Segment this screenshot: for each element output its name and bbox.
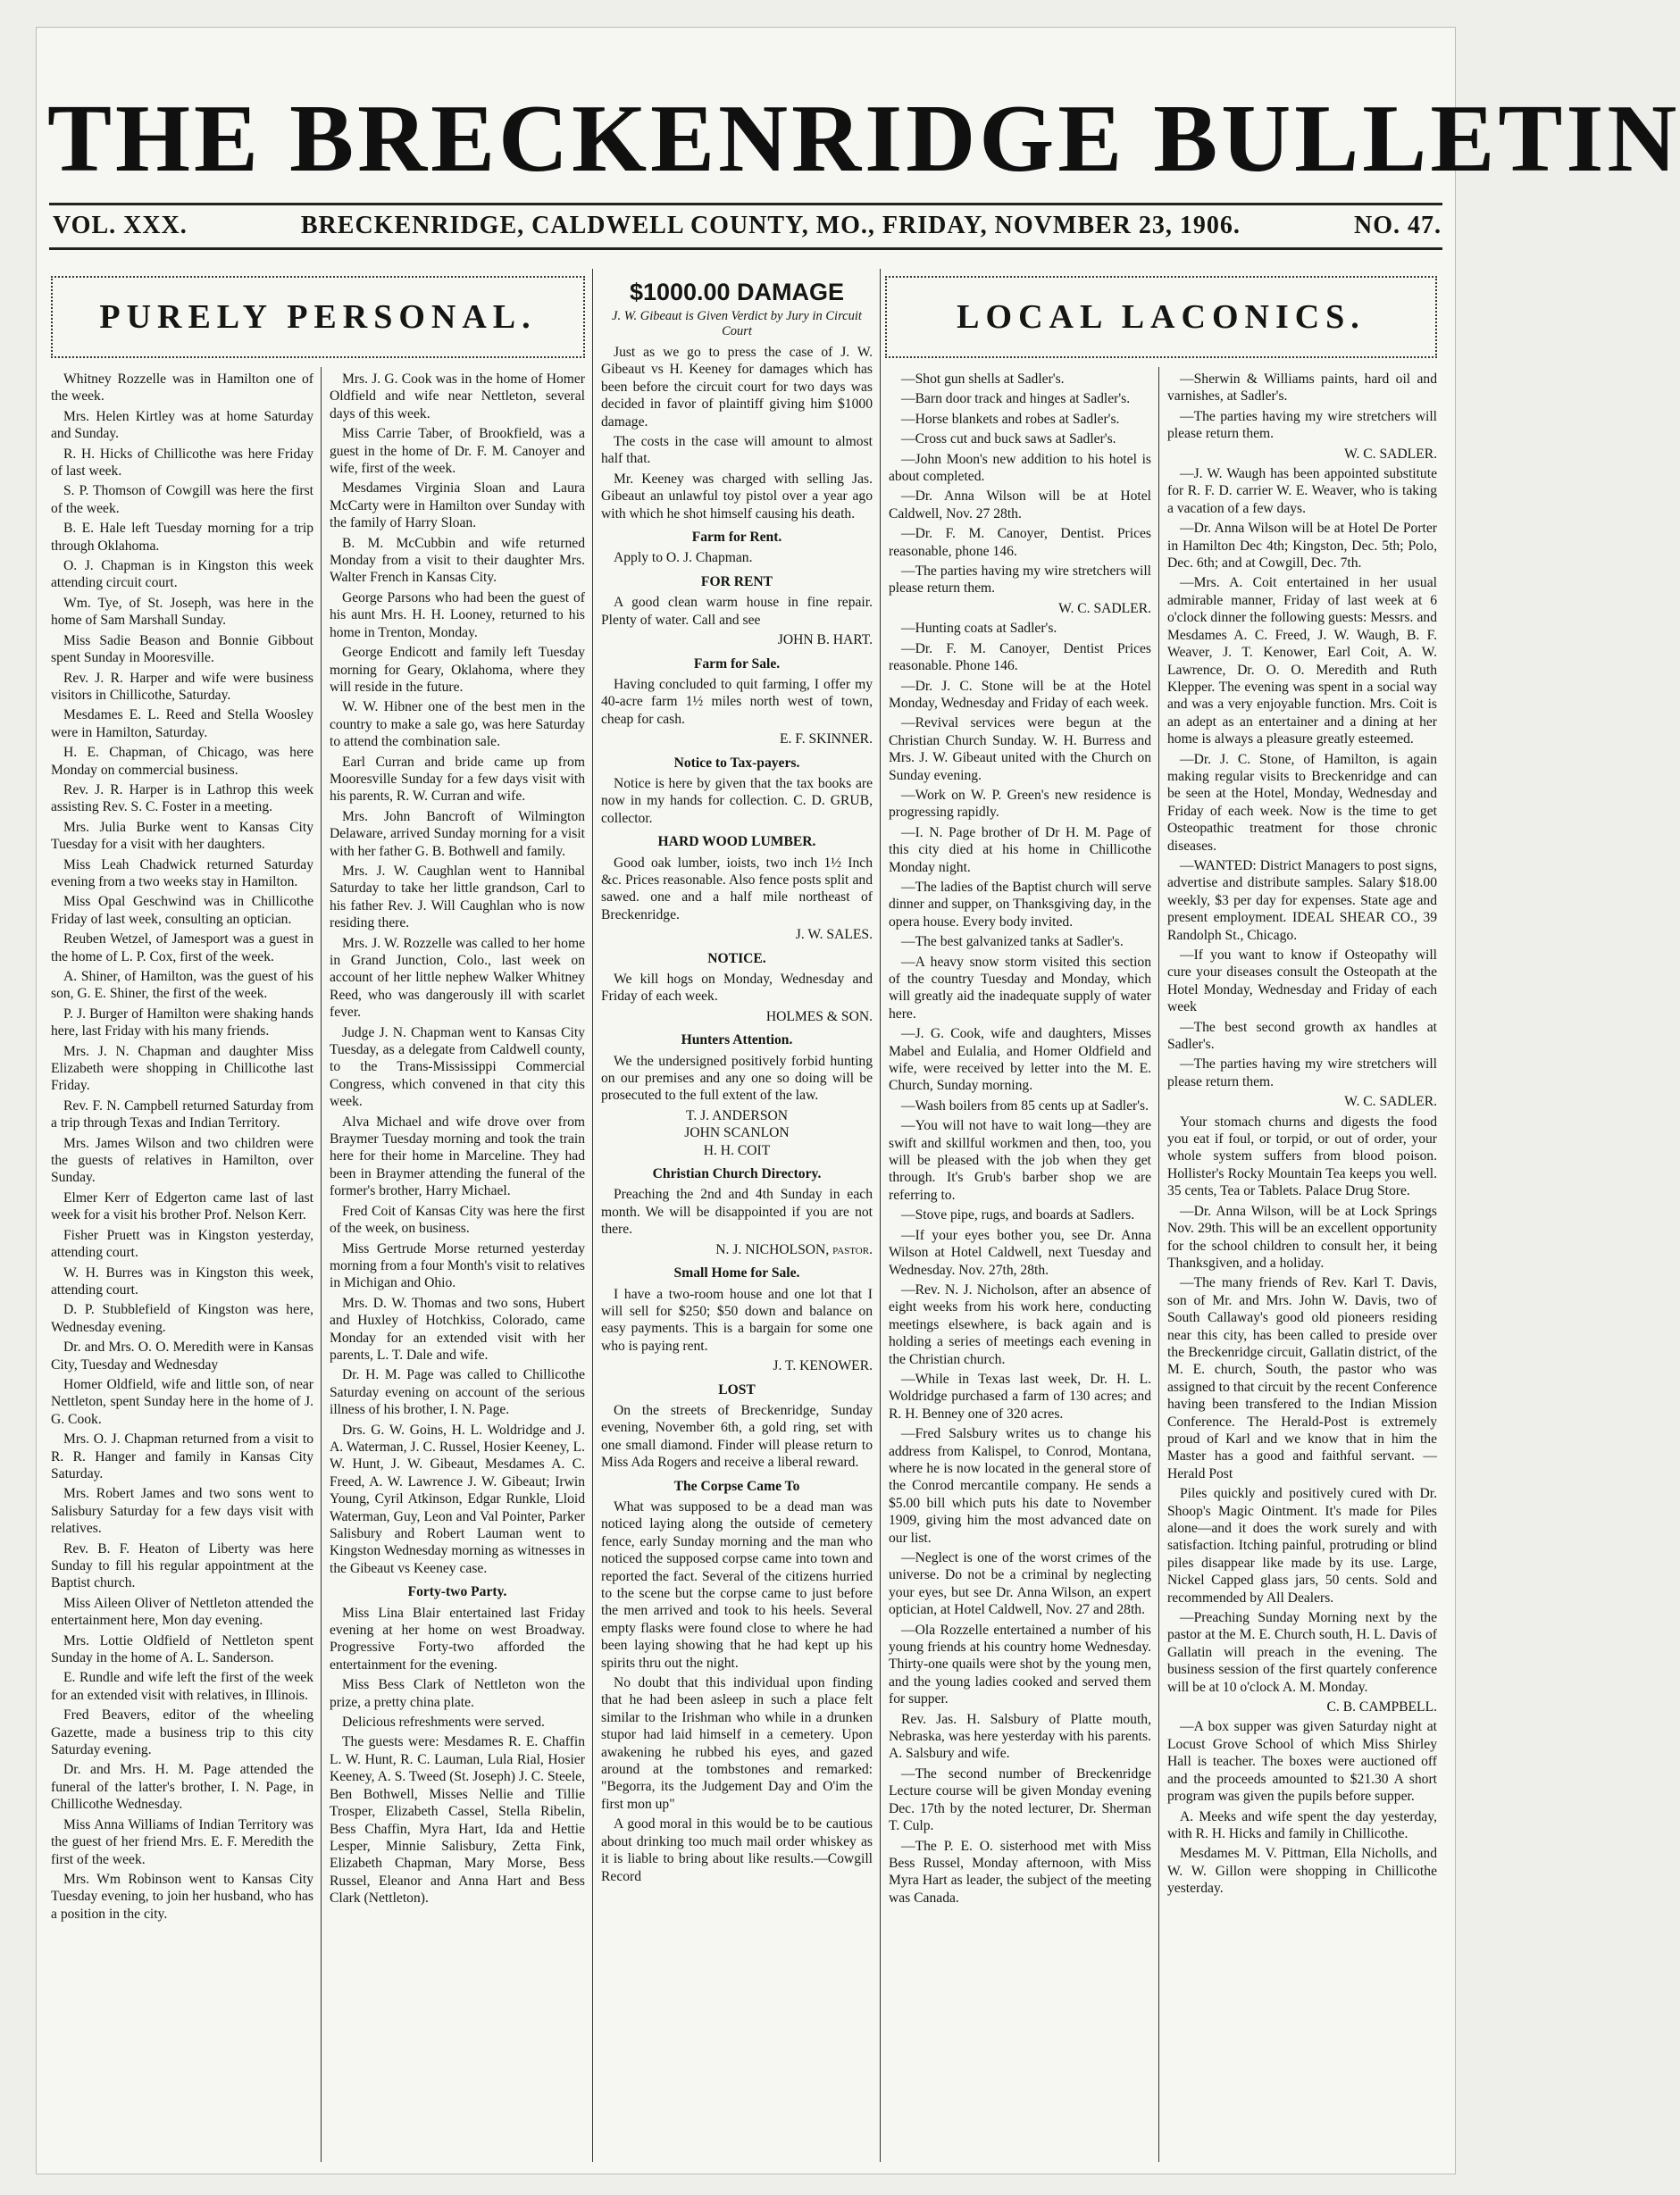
- personal-item: B. E. Hale left Tuesday morning for a trip through Oklahoma.: [51, 521, 313, 554]
- damage-article-header: [601, 278, 873, 339]
- personal-item: Miss Aileen Oliver of Nettleton attended the entertainment here, Mon day evening.: [51, 1595, 313, 1629]
- church-directory-signature: N. J. NICHOLSON, pastor.: [715, 1241, 873, 1257]
- party-paragraph: Miss Bess Clark of Nettleton won the prize, a pretty china plate.: [330, 1677, 585, 1710]
- dateline: [53, 210, 1442, 242]
- laconic-item: —Dr. J. C. Stone, of Hamilton, is again making regular visits to Breckenridge and can be seen at the Hotel, Monday, Wednesday and Friday of each week. Now is the time to get Osteopathic treatment for those chronic diseases.: [1167, 751, 1437, 854]
- personal-item: D. P. Stubblefield of Kingston was here, Wednesday evening.: [51, 1302, 313, 1335]
- laconic-item: —Fred Salsbury writes us to change his address from Kalispel, to Conrod, Montana, where he is now located in the general store of the Conrod mercantile company. He sends a $5.00 bill which puts his date to November 1909, giving him the most advanced date on our list.: [889, 1426, 1151, 1546]
- laconic-item: —Revival services were begun at the Christian Church Sunday. W. H. Burress and Mrs. J. W. Gibeaut united with the Church on Sunday evening.: [889, 715, 1151, 783]
- personal-items-continued: [330, 371, 585, 1577]
- column-4: [889, 371, 1151, 2157]
- tax-notice-heading: Notice to Tax-payers.: [673, 755, 800, 771]
- laconic-item: —Sherwin & Williams paints, hard oil and varnishes, at Sadler's.: [1167, 371, 1437, 405]
- column-rule: [592, 269, 593, 2162]
- laconics-items-continued: [1167, 371, 1437, 1898]
- laconic-item: —While in Texas last week, Dr. H. L. Woldridge purchased a farm of 130 acres; and R. H. Benney one of 320 acres.: [889, 1371, 1151, 1422]
- column-1: [51, 371, 313, 2157]
- personal-item: Miss Gertrude Morse returned yesterday morning from a four Month's visit to relatives in Michigan and Ohio.: [330, 1240, 585, 1291]
- personal-items-list: [51, 371, 313, 1923]
- personal-item: Mrs. J. G. Cook was in the home of Homer Oldfield and wife near Nettleton, several days of this week.: [330, 371, 585, 421]
- personal-item: S. P. Thomson of Cowgill was here the first of the week.: [51, 483, 313, 516]
- laconic-item: —You will not have to wait long—they are swift and skillful workmen and then, too, you will be pleased with the job when they get through. It's Grub's barber shop we are referring to.: [889, 1118, 1151, 1203]
- party-paragraph: Delicious refreshments were served.: [342, 1715, 545, 1731]
- lost-text: On the streets of Breckenridge, Sunday evening, November 6th, a gold ring, set with one small diamond. Finder will please return to Miss Ada Rogers and receive a liberal reward.: [601, 1402, 873, 1471]
- farm-sale-heading: Farm for Sale.: [693, 655, 781, 672]
- laconic-item: —A heavy snow storm visited this section of the country Tuesday and Monday, which will greatly aid the inadequate supply of water here.: [889, 954, 1151, 1022]
- personal-item: W. H. Burres was in Kingston this week, attending court.: [51, 1264, 313, 1298]
- laconic-item: —Dr. Anna Wilson will be at Hotel De Porter in Hamilton Dec 4th; Kingston, Dec. 5th; Polo, Dec. 6th; and at Cowgill, Dec. 7th.: [1167, 521, 1437, 572]
- laconic-item: —Barn door track and hinges at Sadler's.: [901, 391, 1131, 407]
- personal-item: Fred Beavers, editor of the wheeling Gazette, made a business trip to this city Saturday evening.: [51, 1707, 313, 1758]
- personal-item: Drs. G. W. Goins, H. L. Woldridge and J. A. Waterman, J. C. Russel, Hosier Keeney, L. W. Hunt, J. W. Gibeaut, Mesdames A. C. Freed, A. W. Lawrence J. W. Gibeaut; Irwin Young, Cyril Atkinson, Edgar Runkle, Lloid Waterman, Guy, Leon and Val Pointer, Parker Salisbury and Robert Lauman went to Kingston Wednesday morning as witnesses in the Gibeaut vs Keeney case.: [330, 1422, 585, 1576]
- laconic-item: W. C. SADLER.: [1344, 1094, 1437, 1110]
- farm-sale-text: Having concluded to quit farming, I offer my 40-acre farm 1½ miles north west of town, cheap for cash.: [601, 676, 873, 727]
- laconic-item: —Dr. Anna Wilson will be at Hotel Caldwell, Nov. 27 28th.: [889, 488, 1151, 522]
- personal-item: E. Rundle and wife left the first of the week for an extended visit with relatives, in Illinois.: [51, 1670, 313, 1703]
- damage-subhead: J. W. Gibeaut is Given Verdict by Jury in Circuit Court: [612, 309, 862, 338]
- personal-item: Dr. and Mrs. H. M. Page attended the funeral of the latter's brother, I. N. Page, in Chillicothe Wednesday.: [51, 1762, 313, 1813]
- place-date: BRECKENRIDGE, CALDWELL COUNTY, MO., FRIDAY, NOVMBER 23, 1906.: [300, 212, 1241, 239]
- personal-item: Alva Michael and wife drove over from Braymer Tuesday morning and took the train here for their home in Marceline. They had been in Braymer attending the funeral of the former's brother, Harry Michael.: [330, 1114, 585, 1199]
- laconic-item: Mesdames M. V. Pittman, Ella Nicholls, and W. W. Gillon were shopping in Chillicothe yesterday.: [1167, 1846, 1437, 1897]
- lumber-text: Good oak lumber, ioists, two inch 1½ Inch &c. Prices reasonable. Also fence posts split and sawed. one and a half mile northeast of Breckenridge.: [601, 855, 873, 922]
- personal-item: Mrs. J. W. Caughlan went to Hannibal Saturday to take her little grandson, Carl to his father Rev. J. Will Caughlan who is now residing there.: [330, 863, 585, 931]
- corpse-heading: The Corpse Came To: [673, 1478, 800, 1494]
- personal-item: Earl Curran and bride came up from Mooresville Sunday for a few days visit with his parents, R. W. Curran and wife.: [330, 754, 585, 805]
- laconic-item: —A box supper was given Saturday night at Locust Grove School of which Miss Shirley Hall is teacher. The boxes were auctioned off and the proceeds amounted to $21.30 A short program was given the pupils before supper.: [1167, 1719, 1437, 1805]
- personal-item: Mrs. Julia Burke went to Kansas City Tuesday for a visit with her daughters.: [51, 819, 313, 853]
- personal-item: Miss Leah Chadwick returned Saturday evening from a two weeks stay in Hamilton.: [51, 856, 313, 889]
- small-home-text: I have a two-room house and one lot that I will sell for $250; $50 down and balance on easy payments. This is a bargain for some one who is paying rent.: [601, 1286, 873, 1354]
- corpse-paragraph: A good moral in this would be to be cautious about drinking too much mail order whiskey as it is liable to bring about like results.—Cowgill Record: [601, 1816, 873, 1884]
- personal-item: Mrs. J. N. Chapman and daughter Miss Elizabeth were shopping in Chillicothe last Friday.: [51, 1043, 313, 1094]
- personal-item: Mrs. Wm Robinson went to Kansas City Tuesday evening, to join her husband, who has a position in the city.: [51, 1871, 313, 1922]
- personal-item: Mrs. O. J. Chapman returned from a visit to R. R. Hanger and family in Kansas City Saturday.: [51, 1431, 313, 1481]
- laconic-item: Your stomach churns and digests the food you eat if foul, or torpid, or out of order, your whole system suffers from blood poison. Hollister's Rocky Mountain Tea keeps you well. 35 cents, Tea or Tablets. Palace Drug Store.: [1167, 1114, 1437, 1199]
- lost-heading: LOST: [718, 1381, 756, 1398]
- personal-item: Mrs. Robert James and two sons went to Salisbury Saturday for a few days visit with relatives.: [51, 1486, 313, 1537]
- laconic-item: —The parties having my wire stretchers will please return them.: [1167, 1056, 1437, 1089]
- personal-item: Rev. B. F. Heaton of Liberty was here Sunday to fill his regular appointment at the Baptist church.: [51, 1540, 313, 1591]
- personal-item: W. W. Hibner one of the best men in the country to make a sale go, was here Saturday to attend the combination sale.: [330, 699, 585, 750]
- corpse-paragraph: What was supposed to be a dead man was noticed laying along the outside of cemetery fence, early Sunday morning and the man who noticed the supposed corpse came into town and reported the fact. Several of the citizens hurried to the scene but the corpse came to just before the men arrived and took to his heels. Several empty flasks were found close to where he had been laying showing that he had kept up his spirits thru out the night.: [601, 1498, 873, 1671]
- personal-item: Reuben Wetzel, of Jamesport was a guest in the home of L. P. Cox, first of the week.: [51, 931, 313, 964]
- laconic-item: —The P. E. O. sisterhood met with Miss Bess Russel, Monday afternoon, with Miss Myra Hart as leader, the subject of the meeting was Canada.: [889, 1838, 1151, 1906]
- column-rule: [321, 367, 322, 2162]
- personal-item: Mrs. John Bancroft of Wilmington Delaware, arrived Sunday morning for a visit with her father G. B. Bothwell and family.: [330, 808, 585, 859]
- farm-rent-text: Apply to O. J. Chapman.: [614, 550, 753, 566]
- personal-item: Dr. and Mrs. O. O. Meredith were in Kansas City, Tuesday and Wednesday: [51, 1340, 313, 1373]
- personal-item: Miss Sadie Beason and Bonnie Gibbout spent Sunday in Mooresville.: [51, 632, 313, 666]
- personal-item: Mrs. D. W. Thomas and two sons, Hubert and Huxley of Hotchkiss, Colorado, came Monday for an extended visit with her parents, L. T. Dale and wife.: [330, 1295, 585, 1363]
- corpse-article-body: [601, 1498, 873, 1885]
- hunters-heading: Hunters Attention.: [681, 1032, 793, 1048]
- corpse-paragraph: No doubt that this individual upon finding that he had been asleep in such a place felt similar to the Irishman who while in a drunken stupor had laid himself in a cemetery. Upon awakening he rubbed his eyes, and gazed around at the tombstones and remarked: "Begorra, its the Judgement Day and O'im the first mon up": [601, 1675, 873, 1812]
- masthead-rule-bottom: [49, 247, 1442, 250]
- personal-item: Rev. F. N. Campbell returned Saturday from a trip through Texas and Indian Territory.: [51, 1098, 313, 1131]
- personal-item: A. Shiner, of Hamilton, was the guest of his son, G. E. Shiner, the first of the week.: [51, 969, 313, 1002]
- hunters-signatures: [601, 1107, 873, 1159]
- personal-item: H. E. Chapman, of Chicago, was here Monday on commercial business.: [51, 745, 313, 778]
- forty-two-party-heading: Forty-two Party.: [407, 1584, 507, 1600]
- church-directory-heading: Christian Church Directory.: [652, 1166, 822, 1182]
- laconic-item: —If you want to know if Osteopathy will cure your diseases consult the Osteopath at the Hotel Monday, Wednesday and Friday of each week: [1167, 947, 1437, 1015]
- laconic-item: —Wash boilers from 85 cents up at Sadler's.: [901, 1098, 1149, 1114]
- laconic-item: —I. N. Page brother of Dr H. M. Page of this city died at his home in Chillicothe Monday night.: [889, 824, 1151, 875]
- newspaper-page: [36, 27, 1680, 2174]
- small-home-heading: Small Home for Sale.: [673, 1265, 800, 1281]
- personal-item: Homer Oldfield, wife and little son, of near Nettleton, spent Sunday here in the home of J. G. Cook.: [51, 1376, 313, 1427]
- hunter-signature: H. H. COIT: [703, 1142, 771, 1158]
- damage-paragraph: Mr. Keeney was charged with selling Jas. Gibeaut an unlawful toy pistol over a year ago with which he shot himself causing his death.: [601, 471, 873, 522]
- local-laconics-heading: LOCAL LACONICS.: [885, 276, 1437, 358]
- damage-paragraph: Just as we go to press the case of J. W. Gibeaut vs H. Keeney for damages which has been before the circuit court for two days was decided in favor of plaintiff giving him $1000 damage.: [601, 345, 873, 430]
- laconic-item: —Stove pipe, rugs, and boards at Sadlers.: [901, 1207, 1135, 1223]
- laconic-item: —Dr. F. M. Canoyer, Dentist. Prices reasonable, phone 146.: [889, 526, 1151, 559]
- damage-headline: $1000.00 DAMAGE: [629, 279, 845, 305]
- laconic-item: —WANTED: District Managers to post signs, advertise and distribute samples. Salary $18.00 weekly, $3 per day for expenses. State age and present employment. IDEAL SHEAR CO., 39 Randolph St., Chicago.: [1167, 857, 1437, 943]
- laconic-item: —Hunting coats at Sadler's.: [901, 621, 1057, 637]
- laconic-item: —Cross cut and buck saws at Sadler's.: [901, 431, 1116, 447]
- small-home-signature: J. T. KENOWER.: [773, 1358, 873, 1374]
- laconic-item: —The parties having my wire stretchers will please return them.: [889, 563, 1151, 597]
- personal-item: Wm. Tye, of St. Joseph, was here in the home of Sam Marshall Sunday.: [51, 595, 313, 629]
- notice-signature: HOLMES & SON.: [765, 1008, 873, 1024]
- for-rent-text: A good clean warm house in fine repair. Plenty of water. Call and see: [601, 595, 873, 628]
- laconic-item: —If your eyes bother you, see Dr. Anna Wilson at Hotel Caldwell, next Tuesday and Wednesday. Nov. 27th, 28th.: [889, 1227, 1151, 1278]
- masthead-title: THE BRECKENRIDGE BULLETIN: [47, 86, 1680, 192]
- notice-text: We kill hogs on Monday, Wednesday and Friday of each week.: [601, 972, 873, 1005]
- column-2: [330, 371, 585, 2157]
- personal-item: Miss Anna Williams of Indian Territory was the guest of her friend Mrs. E. F. Meredith the first of the week.: [51, 1816, 313, 1867]
- party-paragraph: The guests were: Mesdames R. E. Chaffin L. W. Hunt, R. C. Lauman, Lula Rial, Hosier Keeney, A. S. Tweed (St. Joseph) J. C. Steele, Ben Bothwell, Misses Nellie and Tillie Trosper, Elizabeth Cassel, Stella Ribelin, Bess Chaffin, Myra Hart, Ida and Hettie Lesper, Minnie Salisbury, Zetta Fink, Elizabeth Chapman, Mary Morse, Bess Russel, Eleanor and Anna Hart and Bess Clark (Nettleton).: [330, 1734, 585, 1907]
- column-rule: [1158, 367, 1159, 2162]
- farm-rent-heading: Farm for Rent.: [691, 530, 782, 546]
- issue-number: NO. 47.: [1354, 212, 1442, 239]
- hunters-text: We the undersigned positively forbid hunting on our premises and any one so doing will be prosecuted to the full extent of the law.: [601, 1053, 873, 1104]
- personal-item: Whitney Rozzelle was in Hamilton one of the week.: [51, 371, 313, 405]
- lumber-heading: HARD WOOD LUMBER.: [657, 834, 816, 850]
- personal-item: George Endicott and family left Tuesday morning for Geary, Oklahoma, where they will reside in the future.: [330, 645, 585, 695]
- column-3: [601, 278, 873, 2157]
- personal-item: Miss Carrie Taber, of Brookfield, was a guest in the home of Dr. F. M. Canoyer and wife, first of the week.: [330, 426, 585, 477]
- personal-item: Mrs. Lottie Oldfield of Nettleton spent Sunday in the home of A. L. Sanderson.: [51, 1632, 313, 1666]
- personal-item: Fisher Pruett was in Kingston yesterday, attending court.: [51, 1227, 313, 1261]
- laconic-item: C. B. CAMPBELL.: [1326, 1699, 1437, 1715]
- personal-item: Fred Coit of Kansas City was here the first of the week, on business.: [330, 1203, 585, 1237]
- laconic-item: —Shot gun shells at Sadler's.: [901, 371, 1065, 387]
- damage-paragraph: The costs in the case will amount to almost half that.: [601, 434, 873, 467]
- personal-item: Rev. J. R. Harper is in Lathrop this week assisting Rev. S. C. Foster in a meeting.: [51, 781, 313, 815]
- damage-article-body: [601, 344, 873, 522]
- volume-label: VOL. XXX.: [53, 212, 188, 239]
- laconic-item: —John Moon's new addition to his hotel is about completed.: [889, 451, 1151, 485]
- laconic-item: —Work on W. P. Green's new residence is progressing rapidly.: [889, 787, 1151, 821]
- laconic-item: —Dr. J. C. Stone will be at the Hotel Monday, Wednesday and Friday of each week.: [889, 678, 1151, 711]
- laconic-item: —Ola Rozzelle entertained a number of his young friends at his country home Wednesday. Thirty-one quails were shot by the young men, and the young ladies cooked and served them for supper.: [889, 1622, 1151, 1707]
- for-rent-heading: FOR RENT: [700, 573, 773, 589]
- party-paragraph: Miss Lina Blair entertained last Friday evening at her home on west Broadway. Progressive Forty-two afforded the entertainment for the evening.: [330, 1605, 585, 1673]
- laconic-item: —The many friends of Rev. Karl T. Davis, son of Mr. and Mrs. John W. Davis, two of South Callaway's good old pioneers residing near this city, has been called to preside over the Breckenridge circuit, Gallatin district, of the M. E. church, South, the pastor who was assigned to that circuit by the recent Conference having been transfered to the Indian Mission Conference. The Herald-Post is extremely proud of Karl and we know that in him the Master has a good and faithful servant. —Herald Post: [1167, 1275, 1437, 1481]
- laconic-item: W. C. SADLER.: [1344, 446, 1437, 462]
- personal-item: George Parsons who had been the guest of his aunt Mrs. H. H. Looney, returned to his home in Trenton, Monday.: [330, 589, 585, 640]
- personal-item: R. H. Hicks of Chillicothe was here Friday of last week.: [51, 446, 313, 480]
- personal-item: Mesdames Virginia Sloan and Laura McCarty were in Hamilton over Sunday with the family of Harry Sloan.: [330, 480, 585, 531]
- hunter-signature: JOHN SCANLON: [684, 1125, 790, 1141]
- laconic-item: A. Meeks and wife spent the day yesterday, with R. H. Hicks and family in Chillicothe.: [1167, 1808, 1437, 1841]
- laconic-item: Rev. Jas. H. Salsbury of Platte mouth, Nebraska, was here yesterday with his parents. A. Salsbury and wife.: [889, 1711, 1151, 1762]
- laconic-item: —Horse blankets and robes at Sadler's.: [901, 411, 1120, 427]
- column-rule: [880, 269, 881, 2162]
- column-5: [1167, 371, 1437, 2157]
- laconic-item: —Preaching Sunday Morning next by the pastor at the M. E. Church south, H. L. Davis of Gallatin will preach in the evening. The business session of the first quartely conference will be at 10 o'clock A. M. Monday.: [1167, 1610, 1437, 1695]
- laconic-item: —The parties having my wire stretchers will please return them.: [1167, 408, 1437, 442]
- lumber-signature: J. W. SALES.: [795, 927, 873, 943]
- masthead-rule-top: [49, 203, 1442, 205]
- laconic-item: —The second number of Breckenridge Lecture course will be given Monday evening Dec. 17th by the noted lecturer, Dr. Sherman T. Culp.: [889, 1765, 1151, 1834]
- personal-item: Mrs. J. W. Rozzelle was called to her home in Grand Junction, Colo., last week on account of her little nephew Walker Whitney Reed, who was dangerously ill with scarlet fever.: [330, 935, 585, 1021]
- laconic-item: —The best second growth ax handles at Sadler's.: [1167, 1019, 1437, 1053]
- laconic-item: —The ladies of the Baptist church will serve dinner and supper, on Thanksgiving day, in the opera house. Every body invited.: [889, 879, 1151, 930]
- purely-personal-heading: PURELY PERSONAL.: [51, 276, 585, 358]
- laconic-item: —Rev. N. J. Nicholson, after an absence of eight weeks from his work here, conducting meetings elsewhere, is back again and is holding a series of meetings each evening in the Christian church.: [889, 1281, 1151, 1367]
- personal-item: B. M. McCubbin and wife returned Monday from a visit to their daughter Mrs. Walter French in Kansas City.: [330, 535, 585, 586]
- laconics-items-list: [889, 371, 1151, 1907]
- personal-item: Mesdames E. L. Reed and Stella Woosley were in Hamilton, Saturday.: [51, 707, 313, 740]
- laconic-item: W. C. SADLER.: [1058, 600, 1151, 616]
- personal-item: Judge J. N. Chapman went to Kansas City Tuesday, as a delegate from Caldwell county, to the Trans-Mississippi Commercial Congress, which convened in that city this week.: [330, 1024, 585, 1110]
- personal-item: Miss Opal Geschwind was in Chillicothe Friday of last week, consulting an optician.: [51, 894, 313, 927]
- personal-item: Mrs. James Wilson and two children were the guests of relatives in Hamilton, over Sunday.: [51, 1135, 313, 1186]
- forty-two-party-article: [330, 1605, 585, 1907]
- church-directory-text: Preaching the 2nd and 4th Sunday in each month. We will be disappointed if you are not there.: [601, 1187, 873, 1238]
- notice-heading: NOTICE.: [707, 950, 766, 966]
- laconic-item: —Mrs. A. Coit entertained in her usual admirable manner, Friday of last week at 6 o'clock dinner the following guests: Messrs. and Mesdames A. C. Freed, J. W. Waugh, B. F. Weaver, J. T. Kenower, Earl Coit, A. W. Lawrence, Dr. O. O. Meredith and Ruth Klepper. The evening was spent in a social way and was a very enjoyable function. Mrs. Coit is an adept as an entertainer and a dining at her home is always a pleasure greatly esteemed.: [1167, 575, 1437, 747]
- farm-sale-signature: E. F. SKINNER.: [779, 731, 873, 747]
- tax-notice-text: Notice is here by given that the tax books are now in my hands for collection. C. D. GRUB, collector.: [601, 775, 873, 826]
- laconic-item: Piles quickly and positively cured with Dr. Shoop's Magic Ointment. It's made for Piles alone—and it does the work surely and with satisfaction. Itching painful, protruding or blind piles disappear like made by its use. Large, Nickel Capped glass jars, 50 cents. Sold and recommended by All Dealers.: [1167, 1486, 1437, 1606]
- personal-item: Mrs. Helen Kirtley was at home Saturday and Sunday.: [51, 408, 313, 442]
- for-rent-signature: JOHN B. HART.: [777, 632, 873, 648]
- personal-item: Rev. J. R. Harper and wife were business visitors in Chillicothe, Saturday.: [51, 670, 313, 703]
- personal-item: Dr. H. M. Page was called to Chillicothe Saturday evening on account of the serious illness of his brother, I. N. Page.: [330, 1367, 585, 1418]
- hunter-signature: T. J. ANDERSON: [685, 1107, 789, 1123]
- personal-item: Elmer Kerr of Edgerton came last of last week for a visit his brother Prof. Nelson Kerr.: [51, 1189, 313, 1223]
- personal-item: P. J. Burger of Hamilton were shaking hands here, last Friday with his many friends.: [51, 1006, 313, 1039]
- laconic-item: —The best galvanized tanks at Sadler's.: [901, 934, 1124, 950]
- personal-item: O. J. Chapman is in Kingston this week attending circuit court.: [51, 558, 313, 591]
- laconic-item: —Neglect is one of the worst crimes of the universe. Do not be a criminal by neglecting your eyes, but see Dr. Anna Wilson, an expert optician, at Hotel Caldwell, Nov. 27 and 28th.: [889, 1550, 1151, 1618]
- laconic-item: —Dr. Anna Wilson, will be at Lock Springs Nov. 29th. This will be an excellent opportunity for the school children to consult her, it being Thanksgiven, and a holiday.: [1167, 1203, 1437, 1271]
- laconic-item: —J. G. Cook, wife and daughters, Misses Mabel and Eulalia, and Homer Oldfield and wife, were received by letter into the M. E. Church, Sunday morning.: [889, 1026, 1151, 1094]
- laconic-item: —Dr. F. M. Canoyer, Dentist Prices reasonable. Phone 146.: [889, 640, 1151, 674]
- laconic-item: —J. W. Waugh has been appointed substitute for R. F. D. carrier W. E. Weaver, who is taking a vacation of a few days.: [1167, 466, 1437, 516]
